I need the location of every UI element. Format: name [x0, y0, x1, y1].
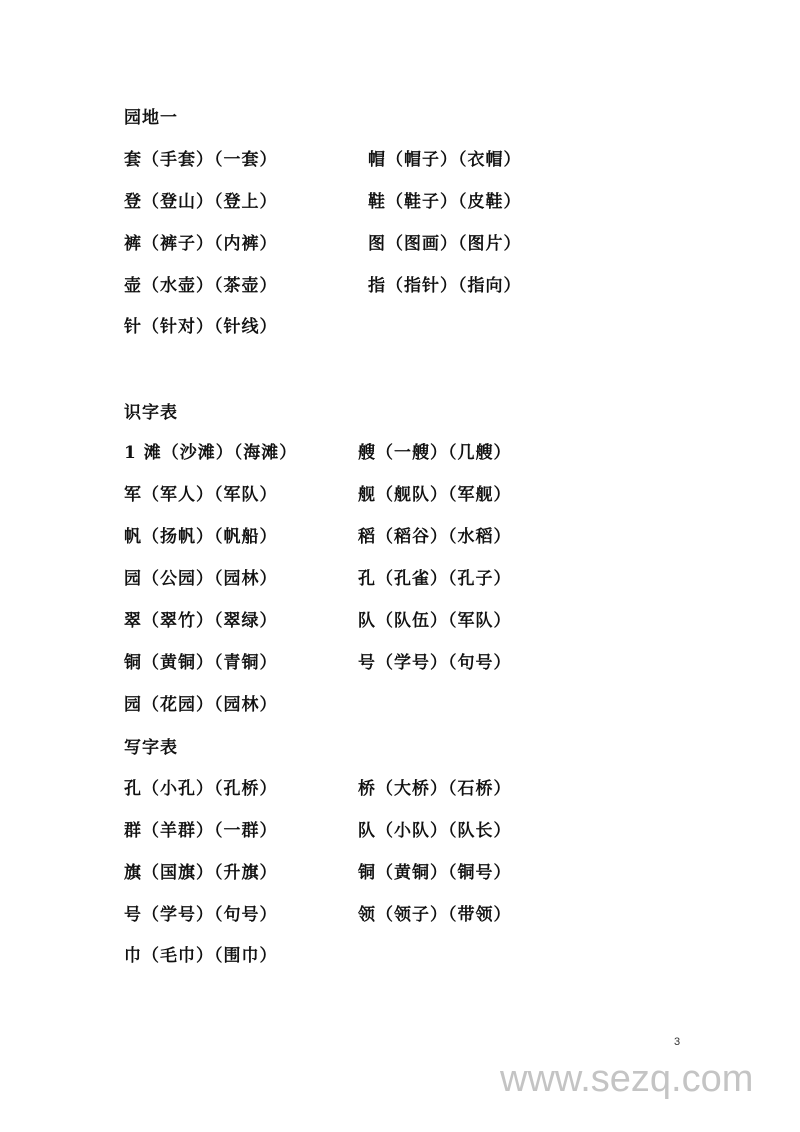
vocab-entry: 队（队伍）（军队）: [358, 611, 512, 631]
vocab-entry: 舰（舰队）（军舰）: [358, 485, 512, 505]
site-watermark: www.sezq.com: [500, 1058, 754, 1100]
vocab-entry: 孔（小孔）（孔桥）: [124, 779, 278, 799]
vocab-entry: 裤（裤子）（内裤）: [124, 234, 278, 254]
page-number: 3: [674, 1036, 681, 1048]
vocab-entry: 旗（国旗）（升旗）: [124, 863, 278, 883]
section-title-shizibiao: 识字表: [124, 403, 178, 423]
vocab-entry: 群（羊群）（一群）: [124, 821, 278, 841]
vocab-entry: 队（小队）（队长）: [358, 821, 512, 841]
vocab-entry: 1 滩（沙滩）（海滩）: [124, 443, 298, 463]
vocab-entry: 铜（黄铜）（铜号）: [358, 863, 512, 883]
vocab-entry: 园（公园）（园林）: [124, 569, 278, 589]
vocab-entry: 稻（稻谷）（水稻）: [358, 527, 512, 547]
vocab-entry: 针（针对）（针线）: [124, 317, 278, 337]
vocab-entry: 指（指针）（指向）: [368, 276, 522, 296]
vocab-entry: 巾（毛巾）（围巾）: [124, 946, 278, 966]
vocab-entry: 号（学号）（句号）: [124, 905, 278, 925]
vocab-entry: 帆（扬帆）（帆船）: [124, 527, 278, 547]
vocab-entry: 套（手套）（一套）: [124, 150, 278, 170]
vocab-entry: 艘（一艘）（几艘）: [358, 443, 512, 463]
vocab-entry: 图（图画）（图片）: [368, 234, 522, 254]
vocab-entry: 军（军人）（军队）: [124, 485, 278, 505]
vocab-entry: 领（领子）（带领）: [358, 905, 512, 925]
vocab-entry: 园（花园）（园林）: [124, 695, 278, 715]
section-title-yuandi: 园地一: [124, 108, 178, 128]
vocab-entry: 号（学号）（句号）: [358, 653, 512, 673]
section-title-xiezibiao: 写字表: [124, 738, 178, 758]
vocab-entry: 帽（帽子）（衣帽）: [368, 150, 522, 170]
vocab-entry: 铜（黄铜）（青铜）: [124, 653, 278, 673]
vocab-entry: 壶（水壶）（茶壶）: [124, 276, 278, 296]
vocab-entry: 登（登山）（登上）: [124, 192, 278, 212]
vocab-entry: 孔（孔雀）（孔子）: [358, 569, 512, 589]
vocab-entry: 桥（大桥）（石桥）: [358, 779, 512, 799]
vocab-entry: 翠（翠竹）（翠绿）: [124, 611, 278, 631]
vocab-entry: 鞋（鞋子）（皮鞋）: [368, 192, 522, 212]
